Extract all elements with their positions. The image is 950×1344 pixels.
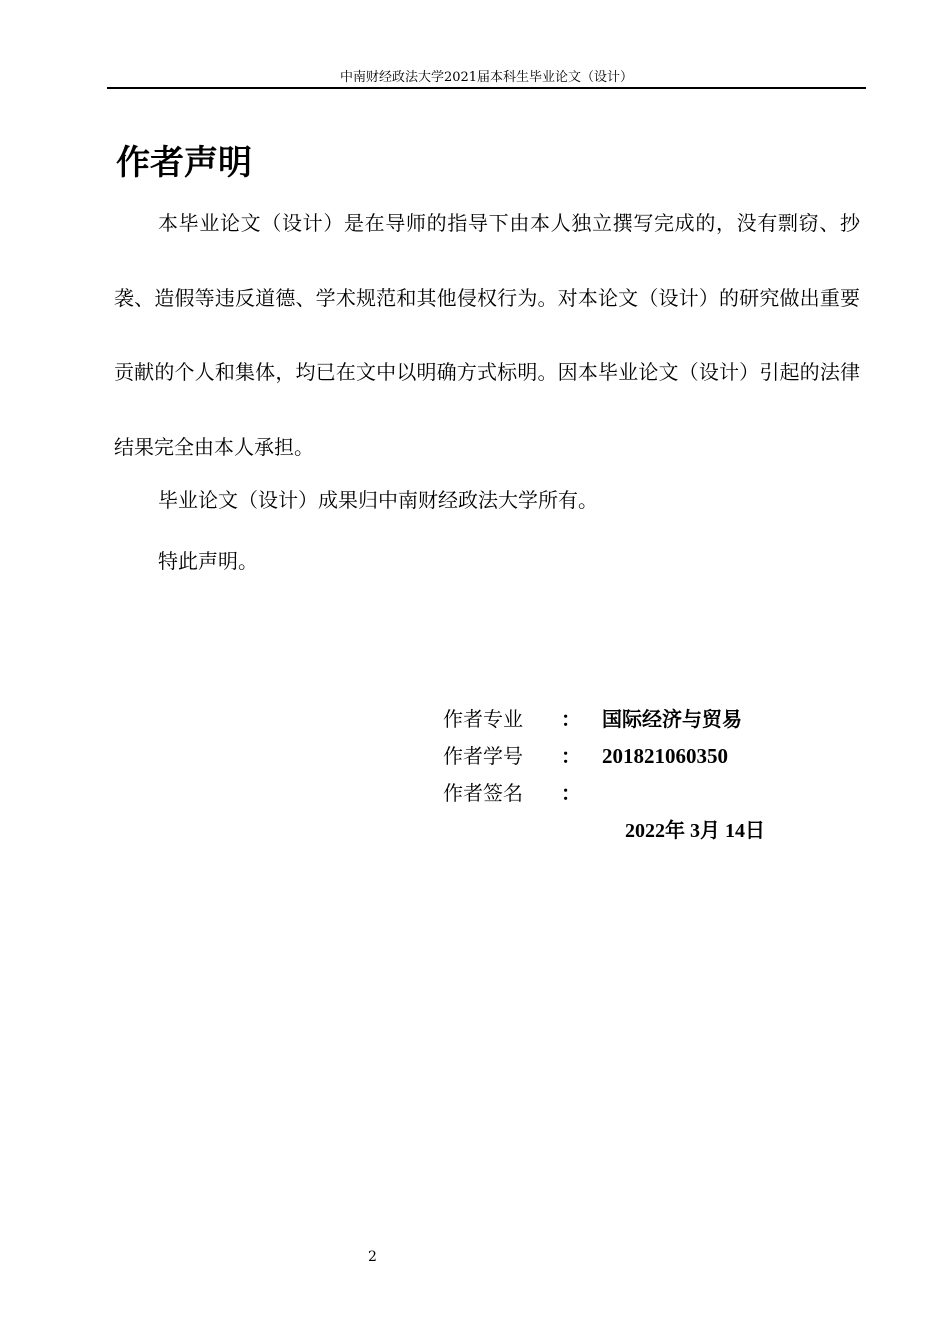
date-year: 2022 [625, 820, 665, 842]
declaration-paragraph: 本毕业论文（设计）是在导师的指导下由本人独立撰写完成的，没有剽窃、抄袭、造假等违反道德、学术规范和其他侵权行为。对本论文（设计）的研究做出重要贡献的个人和集体，均已在文中以明确方式标明。因本毕业论文（设计）引起的法律结果完全由本人承担。 [114, 211, 860, 459]
author-signature-colon: ： [561, 781, 581, 805]
author-signature-label: 作者签名 [443, 781, 523, 805]
author-major-label: 作者专业 [443, 707, 523, 731]
author-major-colon: ： [561, 707, 581, 731]
page-number: 2 [368, 1249, 377, 1265]
date-day: 14 [725, 820, 745, 842]
date-month: 3 [690, 820, 700, 842]
date-month-unit: 月 [700, 818, 720, 842]
author-major-value: 国际经济与贸易 [602, 707, 742, 731]
running-header: 中南财经政法大学2021届本科生毕业论文（设计） [339, 70, 634, 85]
author-id-value: 201821060350 [602, 744, 728, 768]
author-id-label: 作者学号 [443, 744, 523, 768]
signing-date [625, 814, 765, 847]
date-year-unit: 年 [665, 818, 685, 842]
header-divider [107, 87, 866, 89]
date-day-unit: 日 [745, 818, 765, 842]
closing-statement: 特此声明。 [158, 549, 258, 573]
page-title: 作者声明 [116, 143, 252, 183]
author-id-colon: ： [561, 744, 581, 768]
ownership-paragraph: 毕业论文（设计）成果归中南财经政法大学所有。 [158, 488, 598, 512]
